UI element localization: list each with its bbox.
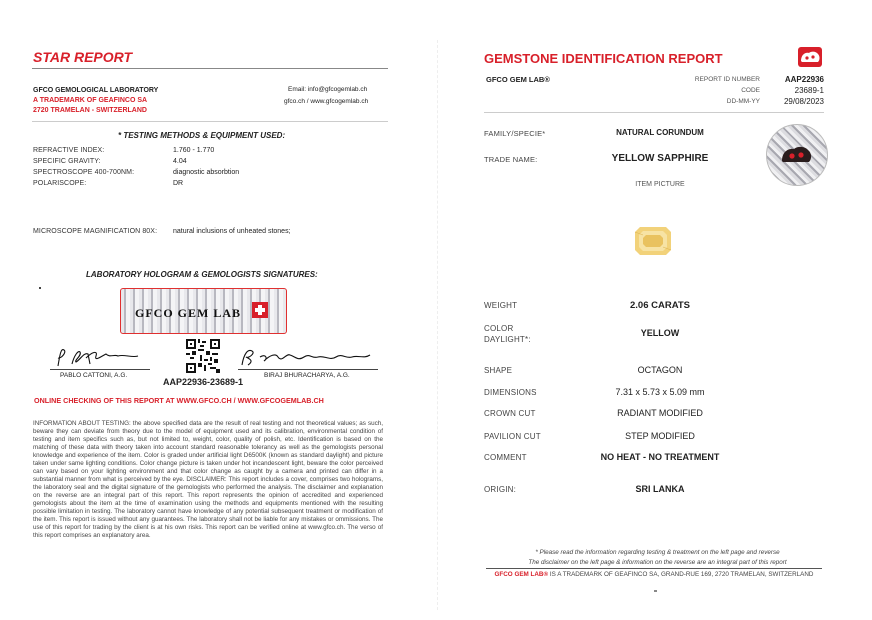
footer-mark (654, 590, 657, 592)
seal-logo-icon (779, 143, 815, 167)
report-code: AAP22936-23689-1 (163, 377, 244, 387)
shape-label: SHAPE (484, 366, 513, 375)
signature-1-line (50, 369, 150, 370)
code-label: CODE (741, 87, 760, 94)
footer-line (486, 571, 822, 578)
comment-label: COMMENT (484, 453, 527, 462)
dimensions-value: 7.31 x 5.73 x 5.09 mm (615, 387, 705, 397)
origin-value: SRI LANKA (635, 484, 685, 494)
left-title: STAR REPORT (33, 49, 133, 65)
qr-code (186, 339, 220, 373)
microscope-label: MICROSCOPE MAGNIFICATION 80X: (33, 228, 158, 235)
date-label: DD-MM-YY (726, 98, 760, 105)
method-value: 1.760 - 1.770 (173, 147, 215, 154)
lab-email: Email: info@gfcogemlab.ch (288, 86, 368, 93)
pavilion-cut-value: STEP MODIFIED (625, 431, 695, 441)
code-value: 23689-1 (794, 86, 824, 95)
lab-website: gfco.ch / www.gfcogemlab.ch (284, 98, 369, 105)
swiss-flag-icon (252, 302, 268, 318)
bullet-dot (39, 287, 41, 289)
report-id-label: REPORT ID NUMBER (694, 76, 760, 83)
lab-name: GFCO GEMOLOGICAL LABORATORY (33, 87, 159, 94)
footer-brand: GFCO GEM LAB® (494, 571, 549, 578)
lab-trademark: A TRADEMARK OF GEAFINCO SA (33, 97, 148, 104)
hologram-sticker (120, 288, 287, 334)
disclaimer-text: INFORMATION ABOUT TESTING: the above specified data are the result of real testing and not theoretical values; as such, beware they can deviate from theory due to the model of equipment used and its calibration, environmental condition of testing and item specifics such as, but not limited to, weight, color, quality of polish, etc. Identification is based on the matching of these data with theory taken into account standard reasonable tolerancy as well as the gemologists personal knowledge and experience of the item. Color is graded under artificial light D6500K (known as standard daylight) and picture taken under same lighting conditions. Color change picture is taken under hot incandescent light, beware the color perceived can vary based on your lighting environment and that color change as caught by a camera and printed can differ in a substantial manner from what is perceived by the eye. DISCLAIMER: This report includes a cover, comprises two holograms, the laboratory seal and the digital signature of the gemologists who performed the analysis. The disclaimer and explanation on the reverse are an integral part of this report. This report represents the opinion of accredited and experienced gemologists about the item at the time of examination using the methods and equipments mentioned with the resulting possible limitation in testing. The laboratory cannot have knowledge of any potential subsequent treatment or modification of the item. This report is issued without any guarantees. The laboratory shall not be liable for any mistakes or ommissions. The use of this report for trading by the client is at his own risks. This report can be verified online at www.gfco.ch. The verso of this report comprises an explanatory area. (33, 420, 383, 539)
item-picture-label: ITEM PICTURE (635, 181, 685, 188)
shape-value: OCTAGON (637, 365, 683, 375)
gfco-logo-icon (798, 47, 822, 67)
hologram-title: LABORATORY HOLOGRAM & GEMOLOGISTS SIGNATURES: (86, 270, 318, 279)
trade-name-value: YELLOW SAPPHIRE (611, 153, 709, 164)
methods-title: * TESTING METHODS & EQUIPMENT USED: (118, 131, 286, 140)
family-value: NATURAL CORUNDUM (616, 128, 704, 137)
method-value: diagnostic absorbtion (173, 169, 240, 176)
method-value: DR (173, 180, 184, 187)
method-label: SPECTROSCOPE 400-700NM: (33, 169, 135, 176)
signature-2 (238, 343, 376, 371)
color-value: YELLOW (640, 328, 680, 338)
left-title-rule (32, 68, 388, 69)
signer-2: BIRAJ BHURACHARYA, A.G. (264, 372, 350, 379)
signature-1 (52, 342, 142, 370)
right-lab: GFCO GEM LAB® (486, 75, 550, 84)
weight-label: WEIGHT (484, 301, 518, 310)
crown-cut-value: RADIANT MODIFIED (617, 408, 703, 418)
lab-rule (32, 121, 388, 122)
signature-2-line (238, 369, 378, 370)
method-label: REFRACTIVE INDEX: (33, 147, 105, 154)
crown-cut-label: CROWN CUT (484, 409, 536, 418)
pavilion-cut-label: PAVILION CUT (484, 432, 541, 441)
hologram-text: GFCO GEM LAB (135, 306, 242, 320)
right-title: GEMSTONE IDENTIFICATION REPORT (484, 51, 723, 66)
color-label: COLOR (484, 324, 514, 333)
online-check: ONLINE CHECKING OF THIS REPORT AT WWW.GFCO.CH / WWW.GFCOGEMLAB.CH (34, 396, 324, 405)
method-label: POLARISCOPE: (33, 180, 87, 187)
hologram-seal (766, 124, 828, 186)
color-daylight-label: DAYLIGHT*: (484, 335, 531, 344)
page-fold (437, 40, 438, 610)
gem-picture (634, 226, 672, 256)
report-id-value: AAP22936 (784, 75, 824, 84)
lab-address: 2720 TRAMELAN - SWITZERLAND (33, 107, 147, 114)
footer-rule (486, 568, 822, 569)
note-2: The disclaimer on the left page & information on the reverse are an integral part of this report (528, 559, 787, 566)
method-value: 4.04 (173, 158, 187, 165)
microscope-value: natural inclusions of unheated stones; (173, 228, 291, 235)
family-label: FAMILY/SPECIE* (484, 129, 546, 138)
origin-label: ORIGIN: (484, 485, 517, 494)
method-label: SPECIFIC GRAVITY: (33, 158, 101, 165)
weight-value: 2.06 CARATS (629, 300, 690, 311)
dimensions-label: DIMENSIONS (484, 388, 537, 397)
note-1: * Please read the information regarding testing & treatment on the left page and reverse (535, 549, 780, 556)
trade-name-label: TRADE NAME: (484, 155, 538, 164)
date-value: 29/08/2023 (783, 97, 824, 106)
footer-text: IS A TRADEMARK OF GEAFINCO SA, GRAND-RUE 169, 2720 TRAMELAN, SWITZERLAND (548, 571, 814, 578)
right-header-rule (484, 112, 824, 113)
comment-value: NO HEAT - NO TREATMENT (600, 452, 720, 462)
signer-1: PABLO CATTONI, A.G. (60, 372, 128, 379)
